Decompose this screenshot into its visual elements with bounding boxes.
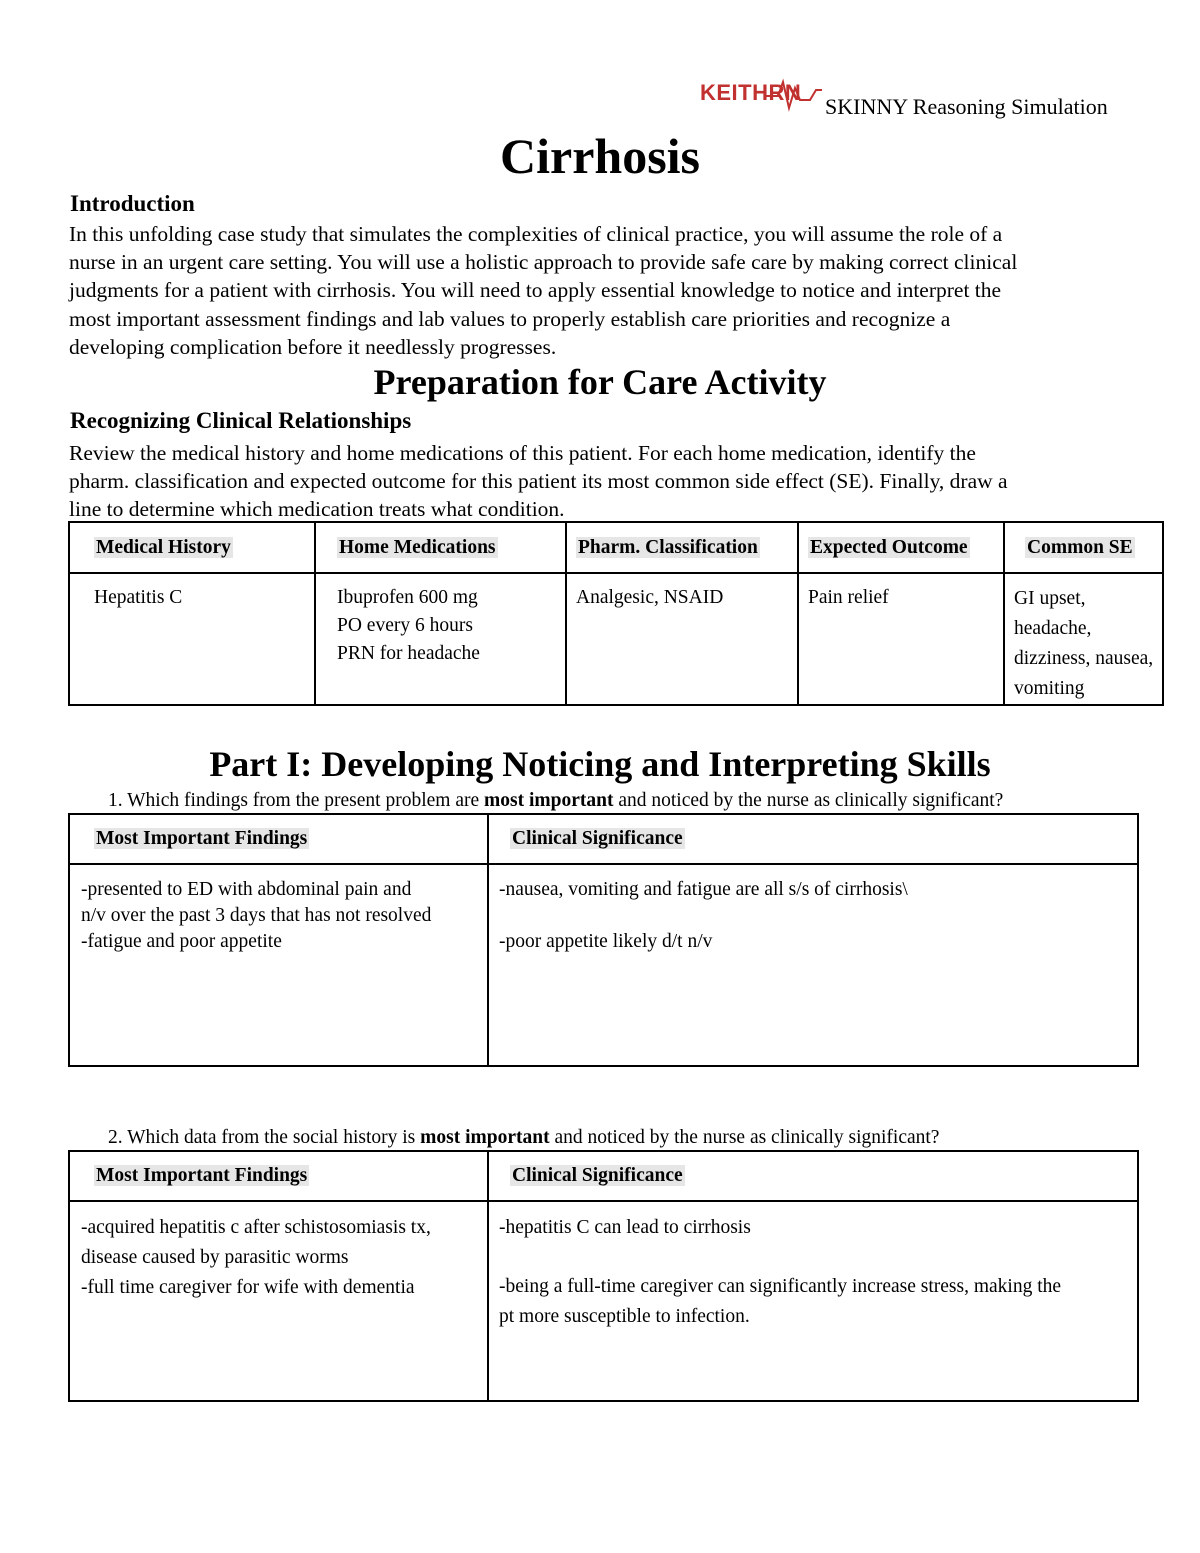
table-cell: Ibuprofen 600 mg PO every 6 hours PRN for headache bbox=[315, 573, 566, 705]
table-header-row bbox=[69, 814, 1138, 864]
medication-table bbox=[68, 521, 1164, 706]
header-cell: Most Important Findings bbox=[69, 1151, 488, 1201]
table-cell: -presented to ED with abdominal pain and n/v over the past 3 days that has not resolved -fatigue and poor appetite bbox=[69, 864, 488, 1066]
table-cell: -hepatitis C can lead to cirrhosis -being a full-time caregiver can significantly increase stress, making the pt more susceptible to infection. bbox=[488, 1201, 1138, 1401]
header-cell: Home Medications bbox=[315, 522, 566, 573]
header-cell: Pharm. Classification bbox=[566, 522, 798, 573]
prep-line: Review the medical history and home medications of this patient. For each home medication, identify the bbox=[69, 441, 976, 465]
q1-table bbox=[68, 813, 1139, 1067]
table-row bbox=[69, 864, 1138, 1066]
table-cell: -nausea, vomiting and fatigue are all s/s of cirrhosis\ -poor appetite likely d/t n/v bbox=[488, 864, 1138, 1066]
intro-line: most important assessment findings and lab values to properly establish care priorities and recognize a bbox=[69, 306, 951, 331]
table-cell: -acquired hepatitis c after schistosomiasis tx, disease caused by parasitic worms -full time caregiver for wife with dementia bbox=[69, 1201, 488, 1401]
header-cell: Medical History bbox=[69, 522, 315, 573]
intro-line: developing complication before it needlessly progresses. bbox=[69, 334, 557, 359]
question-2: 2. Which data from the social history is most important and noticed by the nurse as clinically significant? bbox=[108, 1127, 940, 1148]
introduction-heading: Introduction bbox=[70, 191, 195, 216]
table-cell: Analgesic, NSAID bbox=[566, 573, 798, 705]
header-cell: Clinical Significance bbox=[488, 1151, 1138, 1201]
table-row bbox=[69, 573, 1163, 705]
header-subtitle: SKINNY Reasoning Simulation bbox=[825, 94, 1108, 119]
question-1: 1. Which findings from the present problem are most important and noticed by the nurse as clinically significant? bbox=[108, 790, 1004, 811]
introduction-text bbox=[69, 220, 1139, 361]
table-cell: Pain relief bbox=[798, 573, 1004, 705]
prep-subheading: Recognizing Clinical Relationships bbox=[70, 408, 412, 433]
intro-line: judgments for a patient with cirrhosis. You will need to apply essential knowledge to notice and interpret the bbox=[69, 278, 1002, 303]
prep-line: line to determine which medication treats what condition. bbox=[69, 497, 565, 522]
prep-line: pharm. classification and expected outcome for this patient its most common side effect (SE). Finally, draw a bbox=[69, 469, 1008, 494]
prep-title: Preparation for Care Activity bbox=[373, 362, 827, 402]
table-cell: Hepatitis C bbox=[69, 573, 315, 705]
header-cell: Common SE bbox=[1004, 522, 1163, 573]
table-cell: GI upset, headache, dizziness, nausea, vomiting bbox=[1004, 573, 1163, 705]
keithrn-logo bbox=[700, 76, 830, 116]
intro-line: nurse in an urgent care setting. You will use a holistic approach to provide safe care by making correct clinical bbox=[69, 250, 1018, 275]
prep-text bbox=[69, 439, 1139, 524]
header-cell: Expected Outcome bbox=[798, 522, 1004, 573]
logo-text: KEITHRN bbox=[700, 80, 802, 105]
table-header-row bbox=[69, 1151, 1138, 1201]
pulse-line-icon bbox=[764, 78, 826, 112]
page-title: Cirrhosis bbox=[500, 128, 700, 184]
header-cell: Clinical Significance bbox=[488, 814, 1138, 864]
intro-line: In this unfolding case study that simulates the complexities of clinical practice, you will assume the role of a bbox=[69, 222, 1003, 246]
header-cell: Most Important Findings bbox=[69, 814, 488, 864]
table-row bbox=[69, 1201, 1138, 1401]
q2-table bbox=[68, 1150, 1139, 1402]
part1-title: Part I: Developing Noticing and Interpreting Skills bbox=[209, 744, 991, 784]
table-header-row bbox=[69, 522, 1163, 573]
